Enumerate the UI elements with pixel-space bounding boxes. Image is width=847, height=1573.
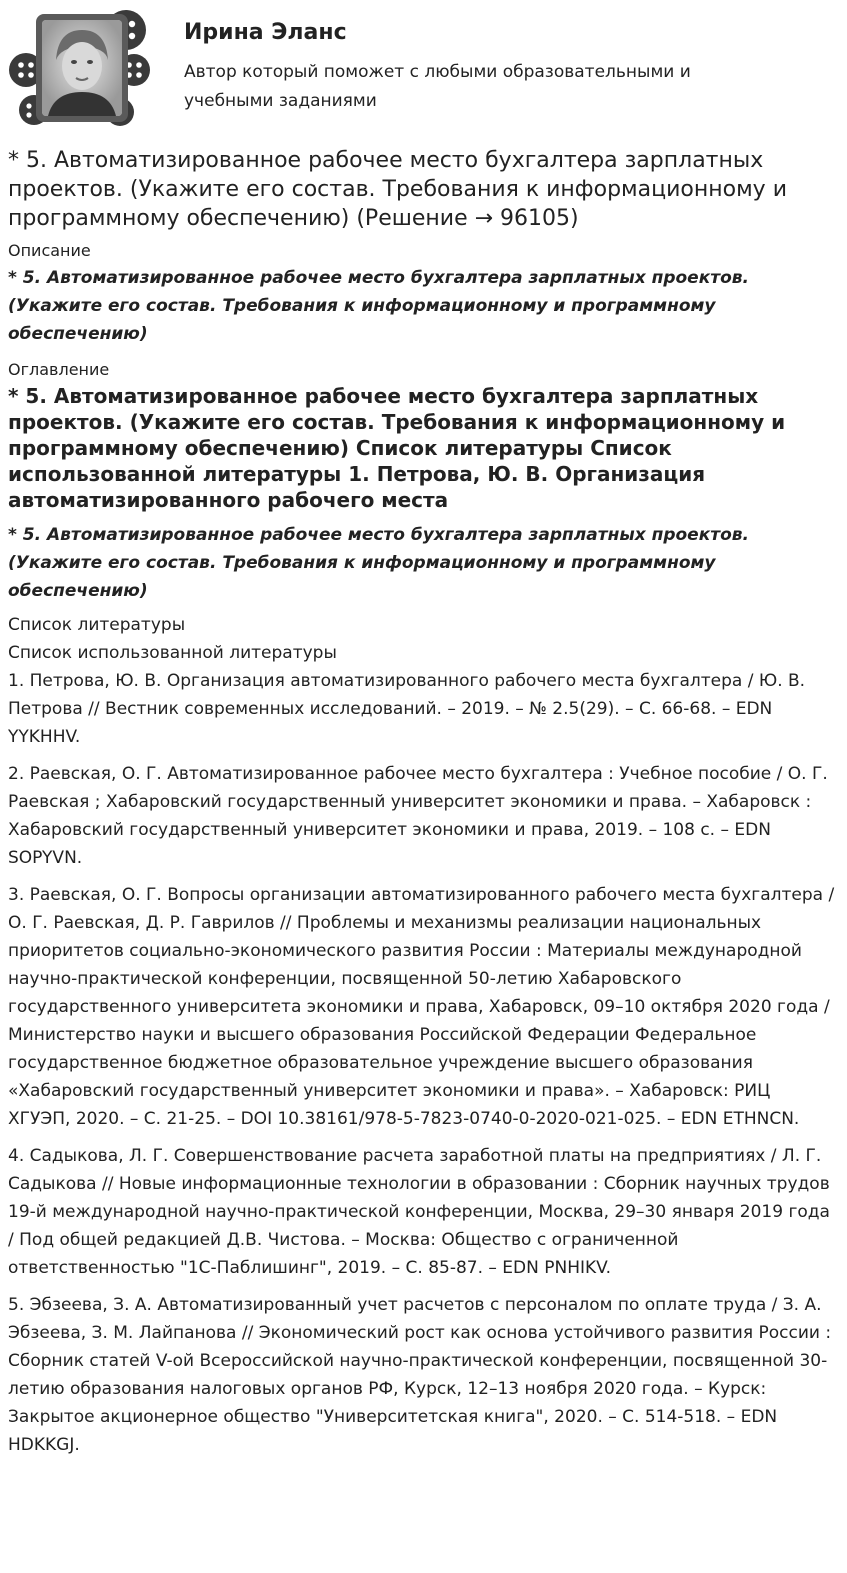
description-text: * 5. Автоматизированное рабочее место бухгалтера зарплатных проектов. (Укажите его состав. Требования к информационному и программному обеспечению) <box>8 268 749 344</box>
body-heading: * 5. Автоматизированное рабочее место бухгалтера зарплатных проектов. (Укажите его состав. Требования к информационному и программному обеспечению) <box>8 525 749 601</box>
toc-label: Оглавление <box>8 360 110 379</box>
author-name[interactable]: Ирина Эланс <box>184 20 347 45</box>
reference-item: 3. Раевская, О. Г. Вопросы организации автоматизированного рабочего места бухгалтера / О. Г. Раевская, Д. Р. Гаврилов // Проблемы и механизмы реализации национальных приоритетов социально-экономического развития России : Материалы международной научно-практической конференции, посвященной 50-летию Хабаровского государственного университета экономики и права, Хабаровск, 09–10 октября 2020 года / Министерство науки и высшего образования Российской Федерации Федеральное государственное бюджетное образовательное учреждение высшего образования «Хабаровский государственный университет экономики и права». – Хабаровск: РИЦ ХГУЭП, 2020. – С. 21-25. – DOI 10.38161/978-5-7823-0740-0-2020-021-025. – EDN ETHNCN. <box>8 885 835 1129</box>
reference-item: 2. Раевская, О. Г. Автоматизированное рабочее место бухгалтера : Учебное пособие / О. Г. Раевская ; Хабаровский государственный университет экономики и права. – Хабаровск : Хабаровский государственный университет экономики и права, 2019. – 108 с. – EDN SOPYVN. <box>8 764 828 868</box>
reference-item: 4. Садыкова, Л. Г. Совершенствование расчета заработной платы на предприятиях / Л. Г. Садыкова // Новые информационные технологии в образовании : Сборник научных трудов 19-й международной научно-практической конференции, Москва, 29–30 января 2019 года / Под общей редакцией Д.В. Чистова. – Москва: Общество с ограниченной ответственностью "1С-Паблишинг", 2019. – С. 85-87. – EDN PNHIKV. <box>8 1146 830 1278</box>
document-title: * 5. Автоматизированное рабочее место бухгалтера зарплатных проектов. (Укажите его состав. Требования к информационному и программному обеспечению) (Решение → 96105) <box>8 148 787 231</box>
document-content <box>8 146 838 1459</box>
reference-item: 5. Эбзеева, З. А. Автоматизированный учет расчетов с персоналом по оплате труда / З. А. Эбзеева, З. М. Лайпанова // Экономический рост как основа устойчивого развития России : Сборник статей V-ой Всероссийской научно-практической конференции, посвященной 30-летию образования налоговых органов РФ, Курск, 12–13 ноября 2020 года. – Курск: Закрытое акционерное общество "Университетская книга", 2020. – С. 514-518. – EDN HDKKGJ. <box>8 1295 832 1455</box>
description-label: Описание <box>8 241 91 260</box>
references-list <box>8 667 838 1459</box>
literature-heading: Список литературы <box>8 615 186 635</box>
author-description: Автор который поможет с любыми образовательными и учебными заданиями <box>184 62 691 111</box>
author-avatar <box>8 8 153 128</box>
toc-text: * 5. Автоматизированное рабочее место бухгалтера зарплатных проектов. (Укажите его состав. Требования к информационному и программному обеспечению) Список литературы Список использованной литературы 1. Петрова, Ю. В. Организация автоматизированного рабочего места <box>8 384 786 512</box>
author-card <box>8 8 838 128</box>
used-literature-heading: Список использованной литературы <box>8 643 337 663</box>
reference-item: 1. Петрова, Ю. В. Организация автоматизированного рабочего места бухгалтера / Ю. В. Петрова // Вестник современных исследований. – 2019. – № 2.5(29). – С. 66-68. – EDN YYKHHV. <box>8 671 806 747</box>
